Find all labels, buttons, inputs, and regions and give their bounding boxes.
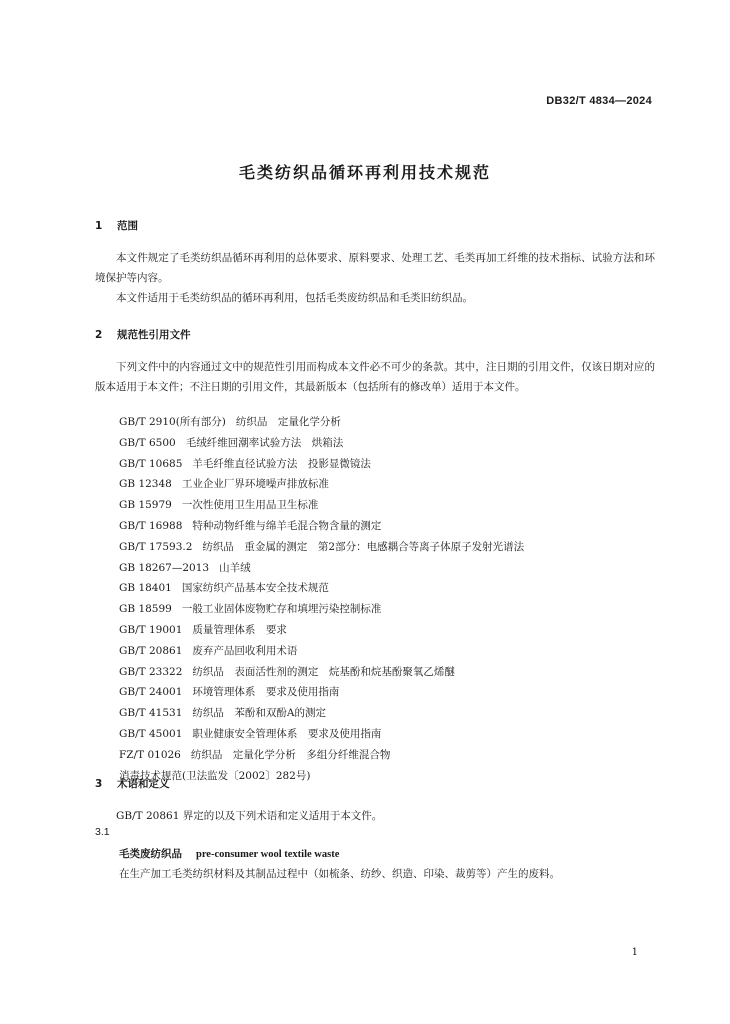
- reference-code: GB 18599: [119, 603, 172, 616]
- reference-item: [119, 745, 524, 766]
- term-definition: 在生产加工毛类纺织材料及其制品过程中（如梳条、纺纱、织造、印染、裁剪等）产生的废料。: [119, 868, 560, 880]
- section-3-heading: [95, 776, 170, 791]
- term-entry: [119, 846, 339, 861]
- reference-code: GB/T 2910(所有部分): [119, 416, 226, 428]
- reference-name: 山羊绒: [219, 561, 251, 574]
- reference-item: [119, 641, 524, 662]
- reference-name: 一次性使用卫生用品卫生标准: [181, 499, 319, 512]
- reference-item: [119, 474, 524, 495]
- reference-name: 纺织品 表面活性剂的测定 烷基酚和烷基酚聚氧乙烯醚: [192, 665, 455, 678]
- reference-item: [119, 558, 524, 579]
- reference-item: [119, 495, 524, 516]
- section-title: 规范性引用文件: [117, 329, 191, 341]
- reference-code: GB/T 23322: [119, 665, 183, 678]
- reference-name: 一般工业固体废物贮存和填埋污染控制标准: [181, 603, 382, 616]
- reference-item: [119, 516, 524, 537]
- section-2-heading: [95, 327, 191, 342]
- section-number: 3: [95, 778, 103, 790]
- term-english: pre-consumer wool textile waste: [196, 849, 340, 860]
- reference-code: GB/T 24001: [119, 686, 183, 699]
- reference-name: 纺织品 定量化学分析: [235, 416, 341, 428]
- reference-item: [119, 599, 524, 620]
- reference-name: 特种动物纤维与绵羊毛混合物含量的测定: [192, 519, 382, 532]
- reference-name: 工业企业厂界环境噪声排放标准: [181, 478, 329, 491]
- reference-item: [119, 454, 524, 475]
- reference-item: [119, 682, 524, 703]
- reference-item: [119, 412, 524, 433]
- reference-name: 环境管理体系 要求及使用指南: [192, 686, 340, 699]
- reference-code: GB 18401: [119, 582, 172, 595]
- reference-item: [119, 433, 524, 454]
- reference-name: 纺织品 定量化学分析 多组分纤维混合物: [190, 748, 391, 761]
- reference-name: 职业健康安全管理体系 要求及使用指南: [192, 727, 382, 740]
- reference-item: [119, 578, 524, 599]
- section-title: 范围: [117, 220, 138, 232]
- reference-code: GB/T 17593.2: [119, 540, 193, 553]
- reference-code: GB 15979: [119, 499, 172, 512]
- reference-name: (卫法监发〔2002〕282号): [182, 769, 311, 782]
- reference-name: 质量管理体系 要求: [192, 623, 287, 636]
- reference-name: 纺织品 苯酚和双酚A的测定: [192, 707, 326, 720]
- reference-code: GB/T 6500: [119, 436, 176, 449]
- reference-code: GB/T 19001: [119, 623, 183, 636]
- section-number: 2: [95, 329, 103, 341]
- reference-code: GB/T 20861: [119, 644, 183, 657]
- section-title: 术语和定义: [117, 778, 170, 790]
- reference-name: 羊毛纤维直径试验方法 投影显微镜法: [192, 457, 371, 470]
- reference-code: GB 12348: [119, 478, 172, 491]
- reference-code: GB/T 41531: [119, 707, 183, 720]
- section-1-paragraph-1: 本文件规定了毛类纺织品循环再利用的总体要求、原料要求、处理工艺、毛类再加工纤维的技术指标、试验方法和环境保护等内容。: [95, 252, 655, 284]
- reference-name: 毛绒纤维回潮率试验方法 烘箱法: [185, 436, 344, 449]
- reference-code: FZ/T 01026: [119, 748, 181, 761]
- standard-code: DB32/T 4834—2024: [546, 95, 652, 107]
- reference-item: [119, 620, 524, 641]
- reference-code: GB/T 16988: [119, 519, 183, 532]
- reference-name: 废弃产品回收利用术语: [192, 644, 298, 657]
- section-1-paragraph-2: 本文件适用于毛类纺织品的循环再利用，包括毛类废纺织品和毛类旧纺织品。: [116, 292, 473, 304]
- reference-code: GB/T 45001: [119, 727, 183, 740]
- reference-item: [119, 703, 524, 724]
- section-2-paragraph-1: 下列文件中的内容通过文中的规范性引用而构成本文件必不可少的条款。其中，注日期的引用文件，仅该日期对应的版本适用于本文件；不注日期的引用文件，其最新版本（包括所有的修改单）适用于本文件。: [95, 361, 655, 393]
- section-number: 1: [95, 220, 103, 232]
- page-number: 1: [631, 947, 638, 958]
- reference-code: GB/T 10685: [119, 457, 183, 470]
- document-title: 毛类纺织品循环再利用技术规范: [238, 163, 491, 182]
- section-1-heading: [95, 218, 138, 233]
- reference-code: 消毒技术规范: [119, 769, 182, 782]
- term-number: 3.1: [95, 826, 110, 838]
- reference-item: [119, 537, 524, 558]
- term-chinese: 毛类废纺织品: [119, 848, 182, 860]
- reference-item: [119, 766, 524, 787]
- normative-reference-list: [119, 412, 524, 786]
- reference-item: [119, 662, 524, 683]
- reference-name: 纺织品 重金属的测定 第2部分：电感耦合等离子体原子发射光谱法: [202, 540, 525, 553]
- reference-item: [119, 724, 524, 745]
- section-3-paragraph-1: GB/T 20861 界定的以及下列术语和定义适用于本文件。: [116, 810, 383, 822]
- reference-code: GB 18267—2013: [119, 561, 210, 574]
- reference-name: 国家纺织产品基本安全技术规范: [181, 582, 329, 595]
